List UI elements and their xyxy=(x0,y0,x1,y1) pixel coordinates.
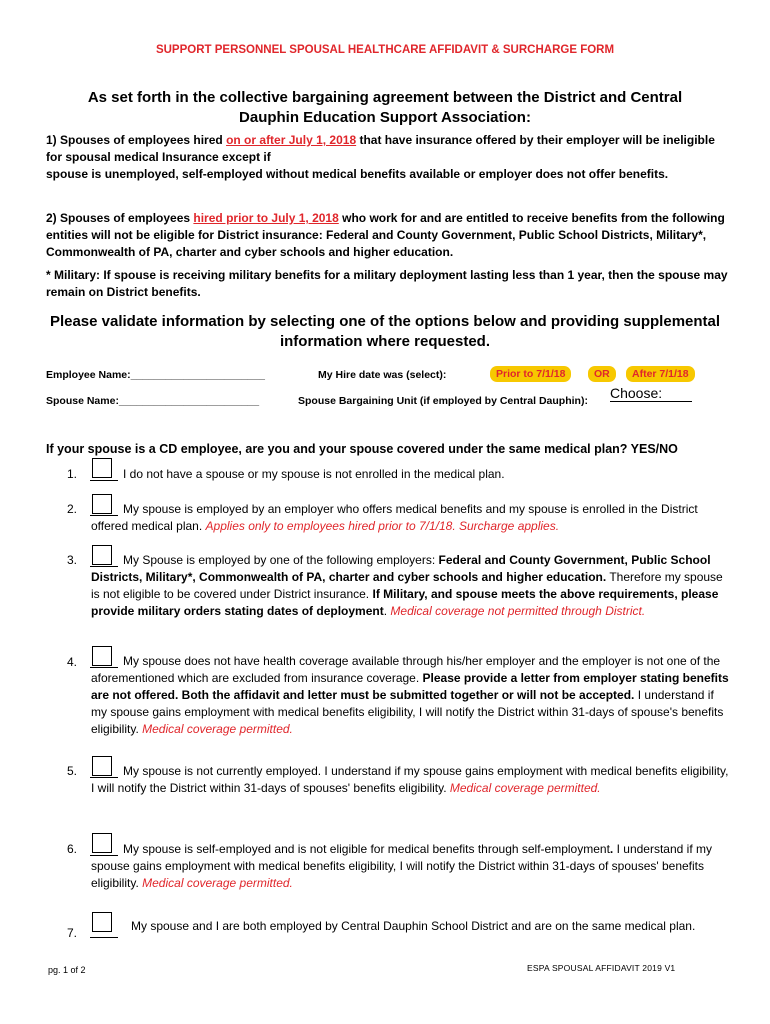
option-4-note: Medical coverage permitted. xyxy=(142,722,293,736)
option-5-note: Medical coverage permitted. xyxy=(449,781,601,795)
rule-2 xyxy=(46,210,728,261)
rule-1 xyxy=(46,132,728,183)
rule-2-text-b: who work for and are entitled to receive benefits from the following entities will not be eligible for District insurance: Federal and County Government, Public School Districts, Military*, Commonwealth of PA, charter and cyber schools and higher education. xyxy=(46,211,725,259)
option-7-line xyxy=(90,937,118,938)
form-version: ESPA SPOUSAL AFFIDAVIT 2019 V1 xyxy=(527,963,676,973)
option-3-number: 3. xyxy=(67,553,78,567)
spouse-name-field[interactable]: Spouse Name:________________________ xyxy=(46,395,260,407)
option-4-number: 4. xyxy=(67,655,78,669)
option-4-letter: Please provide a letter from employer stating benefits are not offered. Both the affidavit and letter must be submitted together or will not be accepted. xyxy=(91,671,729,702)
option-5-number: 5. xyxy=(67,764,78,778)
or-label: OR xyxy=(588,366,616,382)
option-3-military: If Military, and spouse meets the above requirements, please provide military orders stating dates of deployment xyxy=(91,587,719,618)
rule-1-text-b: that have insurance offered by their employer will be ineligible for spousal medical Insurance except if xyxy=(46,133,715,164)
option-2-text xyxy=(91,501,731,535)
page-number: pg. 1 of 2 xyxy=(48,965,86,975)
rule-2-text: 2) Spouses of employees xyxy=(46,211,194,225)
option-6-body: My spouse is self-employed and is not eligible for medical benefits through self-employment xyxy=(123,842,610,856)
option-3-body-e: . xyxy=(383,604,391,618)
rule-1-text-c: spouse is unemployed, self-employed without medical benefits available or employer does not offer benefits. xyxy=(46,167,669,181)
option-7-checkbox[interactable] xyxy=(92,912,112,932)
option-6-text xyxy=(91,841,731,892)
option-5-text xyxy=(91,763,731,797)
option-7-number: 7. xyxy=(67,926,78,940)
hire-date-label: My Hire date was (select): xyxy=(318,369,447,381)
option-4-body-a: My spouse does not have health coverage available through his/her employer and the employer is not one of the aforementioned which are excluded from insurance coverage. xyxy=(91,654,721,685)
rule-2-date: hired prior to July 1, 2018 xyxy=(193,211,339,225)
rule-1-date: on or after July 1, 2018 xyxy=(226,133,357,147)
option-2-body: My spouse is employed by an employer who offers medical benefits and my spouse is enrolled in the District offered medical plan. xyxy=(91,502,698,533)
hire-after-option[interactable]: After 7/1/18 xyxy=(626,366,695,382)
option-6-period: . xyxy=(609,842,614,856)
option-3-employers: Federal and County Government, Public School Districts, Military*, Commonwealth of PA, charter and cyber schools and higher education. xyxy=(91,553,711,584)
option-4-body-c: I understand if my spouse gains employment with medical benefits eligibility, I will notify the District within 31-days of spouse's benefits eligibility. xyxy=(91,688,724,736)
rule-1-text: 1) Spouses of employees hired xyxy=(46,133,227,147)
validate-heading: Please validate information by selecting one of the options below and providing supplemental information where requested. xyxy=(49,313,721,350)
option-1-text: I do not have a spouse or my spouse is not enrolled in the medical plan. xyxy=(123,467,505,481)
option-7-text: My spouse and I are both employed by Central Dauphin School District and are on the same medical plan. xyxy=(131,919,696,933)
option-3-body-c: Therefore my spouse is not eligible to be covered under District insurance. xyxy=(91,570,723,601)
option-2-number: 2. xyxy=(67,502,78,516)
option-4-text xyxy=(91,653,731,738)
bargaining-unit-label: Spouse Bargaining Unit (if employed by Central Dauphin): xyxy=(298,395,588,407)
form-title: SUPPORT PERSONNEL SPOUSAL HEALTHCARE AFFIDAVIT & SURCHARGE FORM xyxy=(155,44,615,56)
employee-name-field[interactable]: Employee Name:_______________________ xyxy=(46,369,265,381)
intro-heading: As set forth in the collective bargaining agreement between the District and Central Dauphin Education Support Association: xyxy=(87,89,683,126)
option-6-note: Medical coverage permitted. xyxy=(142,876,293,890)
option-6-number: 6. xyxy=(67,842,78,856)
option-5-body: My spouse is not currently employed. I understand if my spouse gains employment with medical benefits eligibility, I will notify the District within 31-days of spouses' benefits eligibility. xyxy=(91,764,729,795)
bargaining-unit-select[interactable]: Choose: xyxy=(610,385,692,402)
option-3-text xyxy=(91,552,731,620)
same-plan-question: If your spouse is a CD employee, are you and your spouse covered under the same medical plan? YES/NO xyxy=(46,442,678,456)
option-6-body-c: I understand if my spouse gains employment with medical benefits eligibility, I will notify the District within 31-days of spouses' benefits eligibility. xyxy=(91,842,712,890)
option-1-number: 1. xyxy=(67,467,78,481)
option-2-note: Applies only to employees hired prior to 7/1/18. Surcharge applies. xyxy=(205,519,560,533)
military-note: * Military: If spouse is receiving military benefits for a military deployment lasting less than 1 year, then the spouse may remain on District benefits. xyxy=(46,268,728,299)
hire-prior-option[interactable]: Prior to 7/1/18 xyxy=(490,366,571,382)
option-3-note: Medical coverage not permitted through District. xyxy=(390,604,646,618)
option-3-body-a: My Spouse is employed by one of the following employers: xyxy=(123,553,439,567)
